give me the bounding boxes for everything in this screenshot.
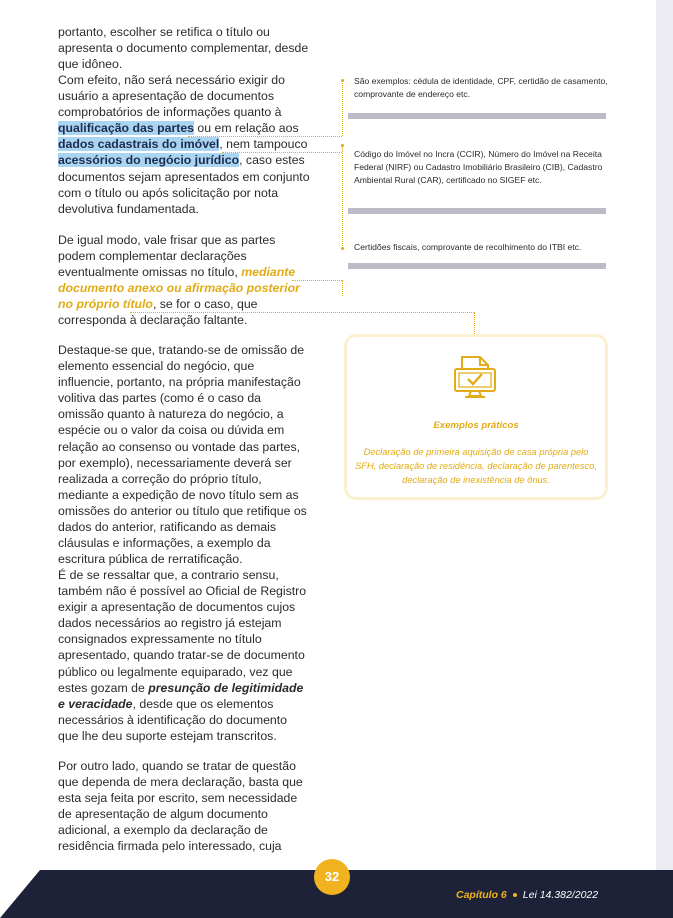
- paragraph-text: , desde que os elementos necessários à identificação do documento que lhe deu suporte estejam transcritos.: [58, 696, 287, 743]
- connector-dot: [341, 79, 344, 82]
- connector-line: [342, 145, 343, 248]
- paragraph-text: portanto, escolher se retifica o título ou apresenta o documento complementar, desde que idôneo.: [58, 25, 309, 72]
- sidenote-acessorios: Certidões fiscais, comprovante de recolhimento do ITBI etc.: [354, 242, 582, 252]
- connector-line: [222, 152, 342, 153]
- highlight-qualificacao-partes: qualificação das partes: [58, 121, 195, 136]
- highlight-acessorios-negocio: acessórios do negócio jurídico: [58, 153, 240, 168]
- sidenote-qualificacao: São exemplos: cédula de identidade, CPF, certidão de casamento, comprovante de endereço etc.: [354, 76, 608, 99]
- connector-line: [292, 280, 342, 281]
- connector-dot: [341, 144, 344, 147]
- paragraph-text: De igual modo, vale frisar que as partes podem complementar declarações eventualmente omissas no título,: [58, 233, 276, 280]
- page-number: 32: [314, 859, 350, 895]
- connector-line: [130, 312, 474, 313]
- separator-dot: [513, 893, 517, 897]
- paragraph-text: ou em relação aos: [194, 121, 299, 136]
- sidenote-dados-imovel: Código do Imóvel no Incra (CCIR), Número do Imóvel na Receita Federal (NIRF) ou Cadastro Imobiliário Brasileiro (CIB), Cadastro Ambiental Rural (CAR), certificado no SIGEF etc.: [354, 149, 603, 185]
- chapter-label: Capítulo 6: [456, 889, 507, 901]
- highlight-dados-cadastrais: dados cadastrais do imóvel: [58, 137, 220, 152]
- connector-line: [188, 136, 342, 137]
- examples-box: [344, 334, 608, 500]
- sidenote-divider: [348, 208, 606, 214]
- connector-line: [342, 280, 343, 296]
- paragraph-de-igual-modo: [58, 232, 310, 329]
- connector-dot: [341, 247, 344, 250]
- paragraph-com-efeito: [58, 72, 310, 217]
- paragraph-por-outro-lado: [58, 758, 310, 855]
- paragraph-text: Por outro lado, quando se tratar de questão que dependa de mera declaração, basta que esta seja feita por escrito, sem necessidade de apresentação de algum documento adicional, a exemplo da declaração de residência firmada pelo interessado, cuja: [58, 759, 303, 854]
- paragraph-text: É de se ressaltar que, a contrario sensu, também não é possível ao Oficial de Registro exigir a apresentação de documentos cujos dados necessários ao registro já estejam consignados expressamente no título apresentado, quando tratar-se de documento público ou legalmente equiparado, vez que estes gozam de: [58, 568, 307, 695]
- footer-chapter-info: [456, 889, 598, 901]
- sidenote-divider: [348, 263, 606, 269]
- paragraph-destaque: [58, 342, 310, 567]
- paragraph-text: Destaque-se que, tratando-se de omissão de elemento essencial do negócio, que influencie, portanto, na própria manifestação volitiva das partes (como é o caso da omissão quanto à natureza do negócio, a espécie ou o valor da coisa ou dúvida em relação ao consenso ou vontade das partes, por exemplo), necessariamente deverá ser realizada a correção do próprio título, mediante a expedição de novo título sem as omissões do anterior ou título que retifique os dados do anterior, ratificando as demais cláusulas e informações, a exemplo da escritura pública de rerratificação.: [58, 343, 307, 567]
- connector-line: [474, 312, 475, 334]
- paragraph-text: Com efeito, não será necessário exigir do usuário a apresentação de documentos comprobatórios de informações quanto à: [58, 73, 285, 120]
- paragraph-text: , caso estes documentos sejam apresentados em conjunto com o título ou após solicitação por nota devolutiva fundamentada.: [58, 153, 310, 216]
- connector-line: [342, 80, 343, 136]
- paragraph-text: , se for o caso, que corresponda à declaração faltante.: [58, 297, 258, 328]
- highlight-documento-anexo: mediante documento anexo ou afirmação posterior no próprio título: [58, 265, 300, 312]
- page-edge-band: [656, 0, 673, 870]
- law-label: Lei 14.382/2022: [522, 889, 599, 901]
- paragraph-ressaltar: [58, 567, 310, 744]
- examples-title: Exemplos práticos: [433, 420, 519, 431]
- examples-text: Declaração de primeira aquisição de casa própria pelo SFH, declaração de residência, declaração de parentesco, declaração de inexistência de ônus.: [355, 447, 597, 485]
- paragraph-intro-continuation: [58, 24, 310, 72]
- paragraph-text: , nem tampouco: [219, 137, 308, 152]
- sidenote-divider: [348, 113, 606, 119]
- document-check-icon: [452, 353, 498, 399]
- emphasis-presuncao: presunção de legitimidade e veracidade: [58, 680, 304, 711]
